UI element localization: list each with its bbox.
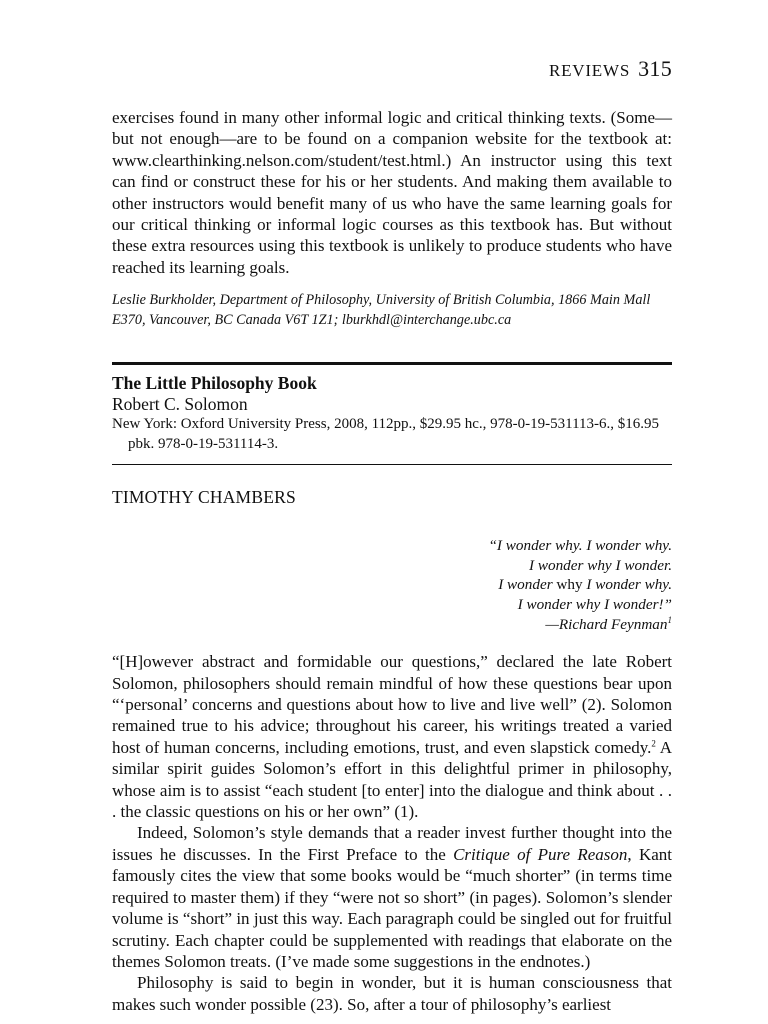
section-divider-thin [112, 464, 672, 465]
epigraph-line-2: I wonder why I wonder. [528, 556, 672, 574]
page-content [112, 107, 672, 1015]
running-head-label: REVIEWS [548, 61, 631, 80]
previous-review-paragraph: exercises found in many other informal logic and critical thinking texts. (Some—but not enough—are to be found on a companion website for the textbook at: www.clearthinking.nelson.com/student/test.html.) An instructor using this text can find or construct these for his or her students. And making them available to other instructors would benefit many of us who have the same learning goals for our critical thinking or informal logic courses as this textbook has. But without these extra resources using this textbook is unlikely to produce students who have reached its learning goals. [112, 108, 672, 277]
epigraph-line-3 [112, 575, 672, 595]
epigraph-line-3-emphasis: why [556, 576, 583, 594]
page-number: 315 [638, 56, 672, 81]
epigraph-attribution-text: —Richard Feynman [545, 615, 668, 633]
body-paragraph-2 [112, 822, 672, 972]
body-paragraph-1-text-b: A similar spirit guides Solomon’s effort in this delightful primer in philosophy, whose aim is to assist “each student [to enter] into the dialogue and think about . . . the classic questions on his or her own” (1). [112, 737, 672, 822]
body-paragraph-2-text-b: , Kant famously cites the view that some books would be “much shorter” (in terms time required to master them) if they “were not so short” (in pages). Solomon’s slender volume is “short” in just this way. Each paragraph could be singled out for fruitful scrutiny. Each chapter could be supplemented with readings that elaborate on the themes Solomon treats. (I’ve made some suggestions in the endnotes.) [112, 844, 673, 971]
book-info [112, 365, 672, 454]
footnote-ref-1[interactable]: 1 [667, 614, 672, 625]
book-title-citation: Critique of Pure Reason [453, 844, 628, 864]
body-paragraph-2-text-a: Indeed, Solomon’s style demands that a reader invest further thought into the issues he discusses. In the First Preface to the [112, 823, 672, 864]
epigraph-line-4: I wonder why I wonder!” [517, 596, 672, 614]
book-title: The Little Philosophy Book [112, 373, 317, 394]
epigraph [112, 536, 672, 634]
epigraph-line-3-start: I wonder [498, 576, 557, 594]
running-head [549, 56, 672, 82]
previous-review-signature: Leslie Burkholder, Department of Philosophy, University of British Columbia, 1866 Main Mall E370, Vancouver, BC Canada V6T 1Z1; lburkhdl@interchange.ubc.ca [112, 292, 651, 328]
body-paragraph-1 [112, 651, 672, 822]
epigraph-line-1: “I wonder why. I wonder why. [488, 537, 672, 555]
body-paragraph-1-text-a: “[H]owever abstract and formidable our questions,” declared the late Robert Solomon, philosophers should remain mindful of how these questions bear upon “‘personal’ concerns and questions about how to live and live well” (2). Solomon remained true to his advice; throughout his career, his writings treated a varied host of human concerns, including emotions, trust, and even slapstick comedy. [112, 652, 672, 757]
footnote-ref-2[interactable]: 2 [651, 738, 656, 749]
epigraph-attribution [112, 615, 672, 635]
reviewer-name: TIMOTHY CHAMBERS [112, 487, 296, 508]
book-publication-details: New York: Oxford University Press, 2008, 112pp., $29.95 hc., 978-0-19-531113-6., $16.95 pbk. 978-0-19-531114-3. [112, 416, 660, 452]
book-author: Robert C. Solomon [112, 394, 248, 415]
body-paragraph-3: Philosophy is said to begin in wonder, but it is human consciousness that makes such wonder possible (23). So, after a tour of philosophy’s earliest [112, 973, 672, 1014]
epigraph-line-3-end: I wonder why. [582, 576, 672, 594]
